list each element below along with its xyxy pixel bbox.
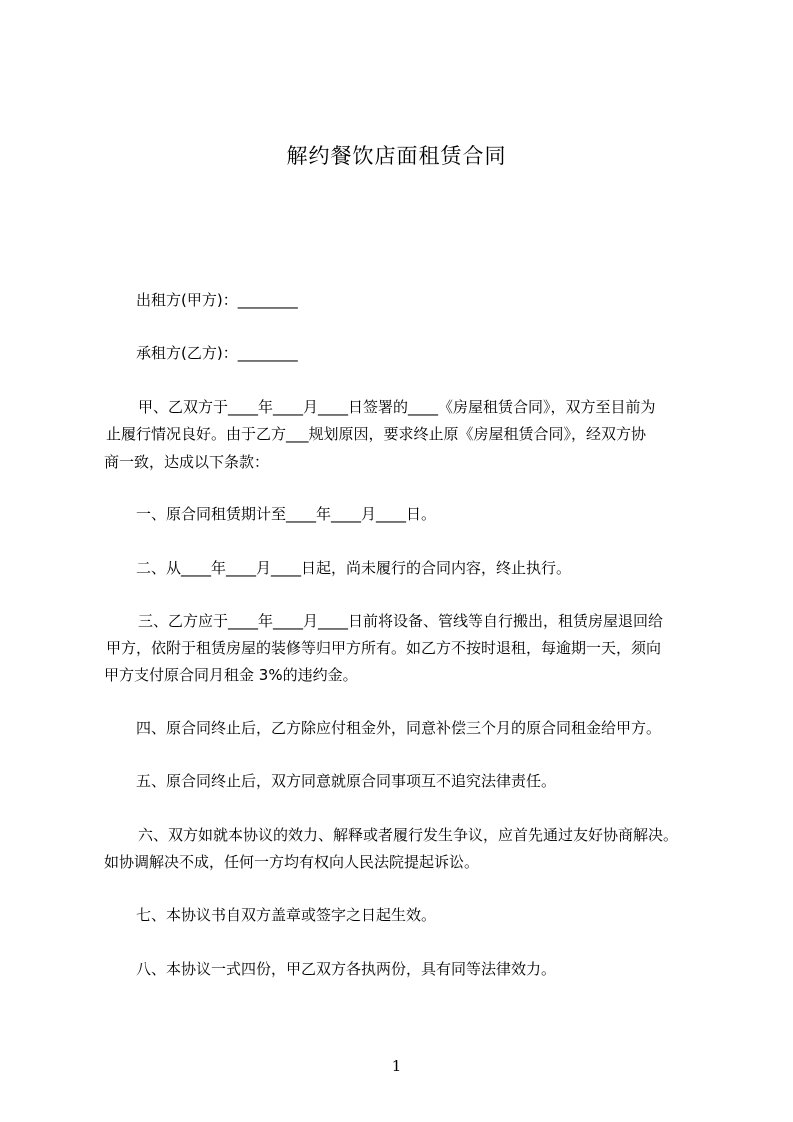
clause-2: 二、从____年____月____日起，尚未履行的合同内容，终止执行。 <box>136 559 572 577</box>
clause-1: 一、原合同租赁期计至____年____月____日。 <box>136 505 437 523</box>
clause-5: 五、原合同终止后，双方同意就原合同事项互不追究法律责任。 <box>136 772 557 790</box>
document-title: 解约餐饮店面租赁合同 <box>286 144 507 168</box>
intro-line-3: 商一致，达成以下条款： <box>104 453 270 471</box>
intro-line-1: 甲、乙双方于____年____月____日签署的____《房屋租赁合同》，双方至目前为 <box>138 398 656 416</box>
clause-7: 七、本协议书自双方盖章或签字之日起生效。 <box>136 906 437 924</box>
lessor-line: 出租方(甲方)：________ <box>136 291 298 309</box>
intro-line-2: 止履行情况良好。由于乙方___规划原因，要求终止原《房屋租赁合同》，经双方协 <box>106 425 647 443</box>
clause-6-line-2: 如协调解决不成，任何一方均有权向人民法院提起诉讼。 <box>104 853 480 871</box>
clause-4: 四、原合同终止后，乙方除应付租金外，同意补偿三个月的原合同租金给甲方。 <box>136 719 662 737</box>
lessee-line: 承租方(乙方)：________ <box>136 344 298 362</box>
clause-3-line-2: 甲方，依附于租赁房屋的装修等归甲方所有。如乙方不按时退租，每逾期一天，须向 <box>106 639 662 657</box>
clause-6-line-1: 六、双方如就本协议的效力、解释或者履行发生争议，应首先通过友好协商解决。 <box>138 826 679 844</box>
clause-3-line-3: 甲方支付原合同月租金 3%的违约金。 <box>104 666 358 684</box>
clause-3-line-1: 三、乙方应于____年____月____日前将设备、管线等自行搬出，租赁房屋退回给 <box>138 612 664 630</box>
clause-8: 八、本协议一式四份，甲乙双方各执两份，具有同等法律效力。 <box>136 960 557 978</box>
page-number: 1 <box>391 1057 402 1075</box>
